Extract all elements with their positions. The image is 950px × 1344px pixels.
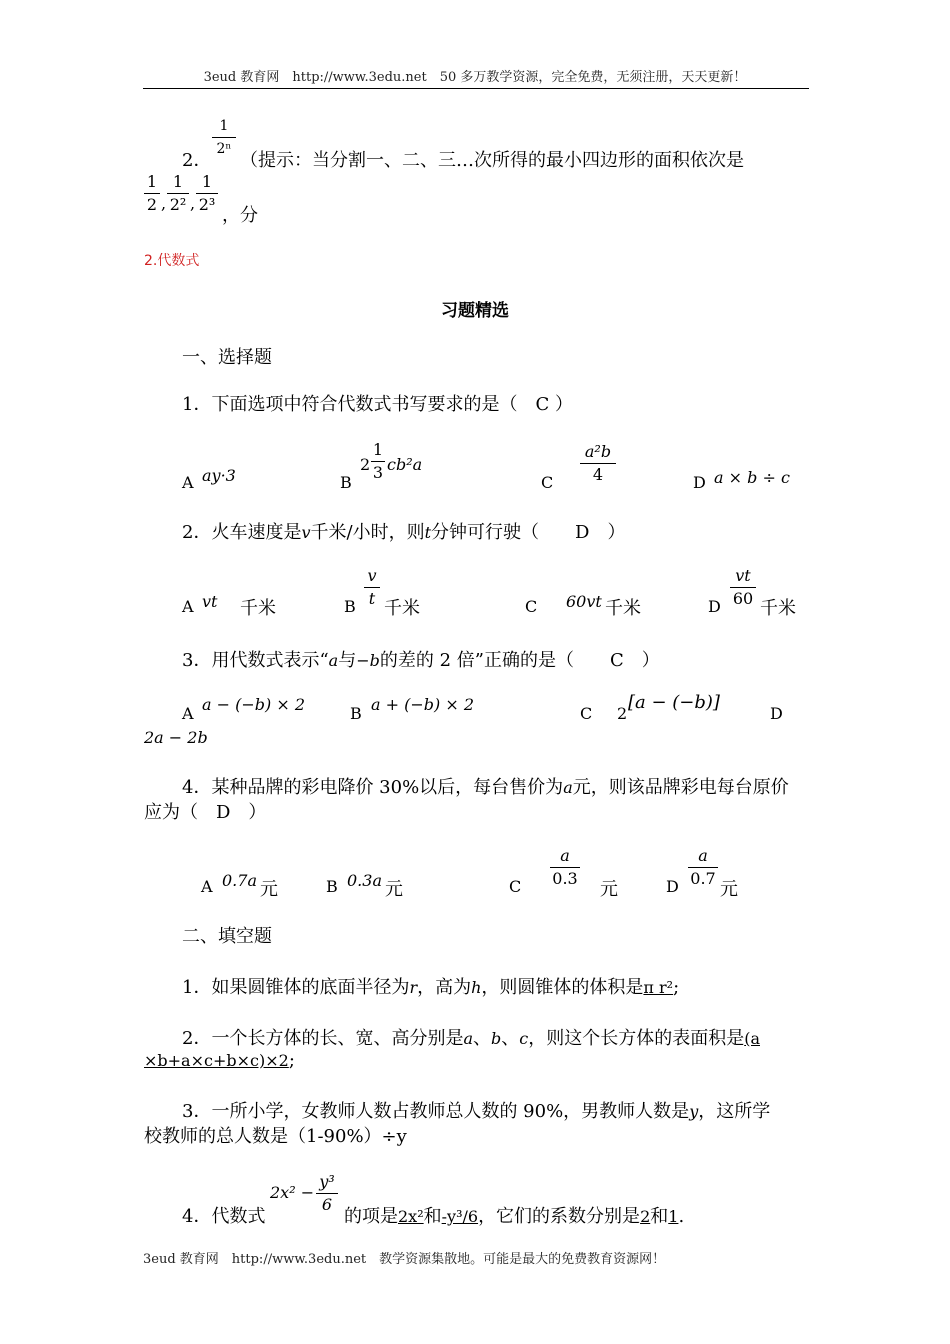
q4-option-b-expr: 0.3a bbox=[347, 871, 382, 890]
q1-option-b-label: B bbox=[340, 473, 352, 492]
q4-option-d-unit: 元 bbox=[720, 879, 738, 900]
f4-answer-term1: 2x² bbox=[398, 1207, 424, 1226]
f3-line: 3．一所小学，女教师人数占教师总人数的 90%，男教师人数是y，这所学 bbox=[182, 1101, 771, 1122]
q4-option-a-expr: 0.7a bbox=[222, 871, 257, 890]
f4-answer-coef2: 1 bbox=[668, 1207, 679, 1226]
q3-option-d-label: D bbox=[770, 704, 783, 723]
q3-option-d-expr: 2a − 2b bbox=[144, 728, 208, 747]
f4-line: 的项是2x²和-y³/6，它们的系数分别是2和1. bbox=[344, 1206, 685, 1227]
part1-heading: 一、选择题 bbox=[182, 347, 272, 368]
f1-answer: π r² bbox=[643, 978, 674, 997]
q4-option-b-label: B bbox=[326, 877, 338, 896]
part2-heading: 二、填空题 bbox=[182, 926, 272, 947]
q2-option-c-label: C bbox=[525, 597, 538, 616]
q2-option-c-expr: 60vt bbox=[566, 592, 602, 611]
q2-option-d-unit: 千米 bbox=[760, 598, 796, 619]
q2-option-d-label: D bbox=[708, 597, 721, 616]
q1-option-a-label: A bbox=[182, 473, 194, 492]
q2-option-c-unit: 千米 bbox=[605, 598, 641, 619]
q1-option-b-rest: cb²a bbox=[387, 455, 423, 474]
q1-option-a-expr: ay·3 bbox=[202, 466, 236, 485]
f3-line2: 校教师的总人数是（1-90%）÷y bbox=[144, 1126, 407, 1147]
prev-frac-3: 1 2³ bbox=[196, 172, 218, 215]
q4-stem: 4．某种品牌的彩电降价 30%以后，每台售价为a元，则该品牌彩电每台原价 bbox=[182, 777, 789, 798]
q2-option-b-frac: v t bbox=[364, 566, 380, 609]
prev-frac-2: 1 2² bbox=[167, 172, 189, 215]
prev-tail: ，分 bbox=[222, 205, 258, 226]
f4-answer-coef1: 2 bbox=[640, 1207, 651, 1226]
prev-fraction: 1 2ⁿ bbox=[212, 116, 236, 159]
q4-option-b-unit: 元 bbox=[385, 879, 403, 900]
q4-option-a-unit: 元 bbox=[260, 879, 278, 900]
f4-expr-left: 2x² − bbox=[270, 1183, 315, 1202]
q4-option-d-label: D bbox=[666, 877, 679, 896]
q4-option-a-label: A bbox=[201, 877, 213, 896]
q4-stem-line2: 应为（ D ） bbox=[144, 802, 267, 823]
q1-option-d-label: D bbox=[693, 473, 706, 492]
q3-option-b-label: B bbox=[350, 704, 362, 723]
q4-option-d-frac: a 0.7 bbox=[688, 846, 718, 889]
q2-option-a-expr: vt bbox=[202, 592, 218, 611]
q1-option-c-label: C bbox=[541, 473, 554, 492]
q2-option-d-frac: vt 60 bbox=[730, 566, 756, 609]
page-footer: 3eud 教育网 http://www.3edu.net 教学资源集散地。可能是最大的免费教育资源网！ bbox=[143, 1252, 666, 1267]
q3-option-c-expr: [a − (−b)] bbox=[628, 692, 720, 713]
q3-option-c-label: C bbox=[580, 704, 593, 723]
f2-line: 2．一个长方体的长、宽、高分别是a、b、c，则这个长方体的表面积是(a bbox=[182, 1028, 760, 1049]
q3-stem: 3．用代数式表示“a与−b的差的 2 倍”正确的是（ C ） bbox=[182, 650, 660, 671]
prev-number: 2． bbox=[182, 150, 212, 171]
header-rule bbox=[143, 88, 809, 89]
q3-option-b-expr: a + (−b) × 2 bbox=[371, 695, 475, 714]
q1-option-b-whole: 2 bbox=[360, 455, 371, 474]
q2-option-b-label: B bbox=[344, 597, 356, 616]
prev-hint: （提示：当分割一、二、三…次所得的最小四边形的面积依次是 bbox=[240, 150, 744, 171]
f2-answer-part2: ×b+a×c+b×c)×2 bbox=[144, 1051, 289, 1070]
q4-option-c-unit: 元 bbox=[600, 879, 618, 900]
q3-option-a-expr: a − (−b) × 2 bbox=[202, 695, 306, 714]
q2-option-b-unit: 千米 bbox=[384, 598, 420, 619]
q2-option-a-unit: 千米 bbox=[240, 598, 276, 619]
q1-option-d-expr: a × b ÷ c bbox=[714, 468, 790, 487]
q1-option-c-frac: a²b 4 bbox=[580, 442, 616, 485]
q2-stem: 2．火车速度是v千米/小时，则t分钟可行驶（ D ） bbox=[182, 522, 626, 543]
f1-line: 1．如果圆锥体的底面半径为r，高为h，则圆锥体的体积是π r²; bbox=[182, 977, 680, 998]
f4-answer-term2: -y³/6 bbox=[441, 1207, 479, 1226]
page-title: 习题精选 bbox=[441, 301, 509, 321]
prev-frac-1: 1 2 bbox=[144, 172, 160, 215]
q4-option-c-frac: a 0.3 bbox=[550, 846, 580, 889]
q2-option-a-label: A bbox=[182, 597, 194, 616]
f4-expr-frac: y³ 6 bbox=[316, 1172, 338, 1215]
q1-stem: 1．下面选项中符合代数式书写要求的是（ C ） bbox=[182, 394, 573, 415]
q1-option-b-frac: 1 3 bbox=[372, 440, 384, 482]
q3-option-c-coef: 2 bbox=[617, 704, 628, 723]
q4-option-c-label: C bbox=[509, 877, 522, 896]
f2-line2: ×b+a×c+b×c)×2; bbox=[144, 1050, 295, 1071]
q3-option-a-label: A bbox=[182, 704, 194, 723]
section-label: 2.代数式 bbox=[144, 253, 200, 269]
f2-answer-part1: (a bbox=[744, 1029, 760, 1048]
f4-pre: 4．代数式 bbox=[182, 1206, 266, 1227]
page-header: 3eud 教育网 http://www.3edu.net 50 多万教学资源，完全免费，无须注册，天天更新！ bbox=[203, 70, 747, 85]
